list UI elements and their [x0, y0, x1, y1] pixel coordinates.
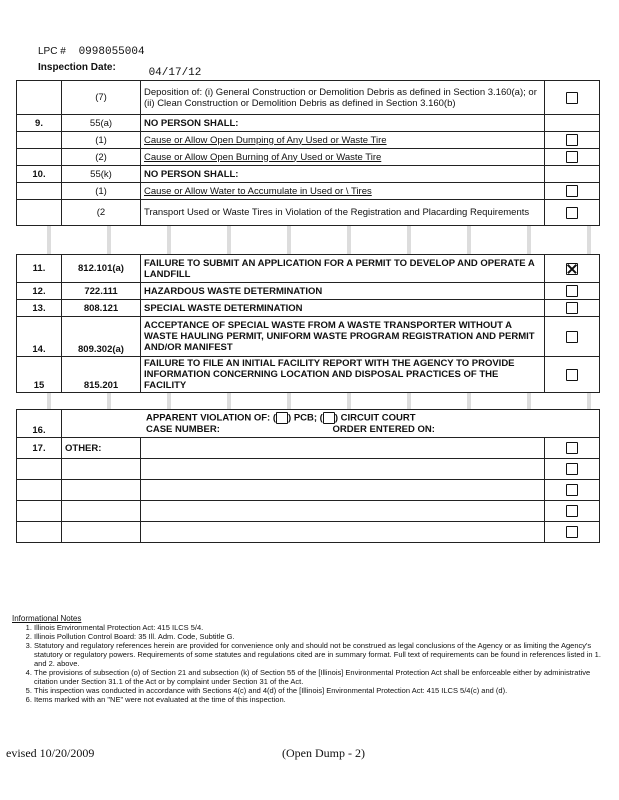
lpc-number: LPC # 0998055004: [38, 46, 145, 58]
checkbox[interactable]: [566, 505, 578, 517]
checkbox[interactable]: [566, 302, 578, 314]
table-row: 12. 722.111 HAZARDOUS WASTE DETERMINATION: [17, 283, 600, 300]
checkbox[interactable]: [566, 526, 578, 538]
circuit-court-checkbox[interactable]: [323, 412, 335, 424]
table-row: 14. 809.302(a) ACCEPTANCE OF SPECIAL WASTE FROM A WASTE TRANSPORTER WITHOUT A WASTE HAULING PERMIT, UNIFORM WASTE PROGRAM REGISTRATION AND PERMIT AND/OR MANIFEST: [17, 317, 600, 357]
order-entered: ORDER ENTERED ON:: [332, 424, 435, 435]
table-row: 9. 55(a) NO PERSON SHALL:: [17, 115, 600, 132]
pcb-checkbox[interactable]: [276, 412, 288, 424]
table-row: 15 815.201 FAILURE TO FILE AN INITIAL FACILITY REPORT WITH THE AGENCY TO PROVIDE INFORMATION CONCERNING LOCATION AND DISPOSAL PRACTICES OF THE FACILITY: [17, 357, 600, 393]
table-row: 13. 808.121 SPECIAL WASTE DETERMINATION: [17, 300, 600, 317]
checkbox[interactable]: [566, 285, 578, 297]
note-item: 2. Illinois Pollution Control Board: 35 Ill. Adm. Code, Subtitle G.: [34, 632, 602, 641]
table-row: [17, 459, 600, 480]
inspection-date-value: 04/17/12: [148, 67, 202, 79]
note-item: 4. The provisions of subsection (o) of Section 21 and subsection (k) of Section 55 of the [Illinois] Environmental Protection Act shall be enforceable either by administrative citation under Section 31.1 of the Act or by complaint under Section 31 of the Act.: [34, 668, 602, 686]
table-row: [17, 480, 600, 501]
table-row: 10. 55(k) NO PERSON SHALL:: [17, 166, 600, 183]
note-item: 3. Statutory and regulatory references herein are provided for convenience only and should not be construed as legal conclusions of the Agency or as limiting the Agency's statutory or regulatory powers. Requirements of some statutes and regulations cited are in summary format. Full text of requirements can be found in references listed in 1. and 2. above.: [34, 641, 602, 668]
note-item: 6. Items marked with an "NE" were not evaluated at the time of this inspection.: [34, 695, 602, 704]
form-name: (Open Dump - 2): [282, 746, 365, 760]
checkbox[interactable]: [566, 463, 578, 475]
scan-artifact: [17, 393, 600, 410]
revised-date: evised 10/20/2009: [6, 746, 95, 760]
table-row: [17, 501, 600, 522]
checkbox[interactable]: [566, 151, 578, 163]
checkbox[interactable]: [566, 207, 578, 219]
table-row: (1) Cause or Allow Water to Accumulate in Used or \ Tires: [17, 183, 600, 200]
table-row: [17, 522, 600, 543]
table-row: 17. OTHER:: [17, 438, 600, 459]
checkbox[interactable]: [566, 484, 578, 496]
checkbox[interactable]: [566, 442, 578, 454]
table-row: (2 Transport Used or Waste Tires in Violation of the Registration and Placarding Requirements: [17, 200, 600, 226]
table-row: 11. 812.101(a) FAILURE TO SUBMIT AN APPLICATION FOR A PERMIT TO DEVELOP AND OPERATE A LANDFILL: [17, 255, 600, 283]
violations-table: [16, 80, 600, 543]
table-row: (2) Cause or Allow Open Burning of Any Used or Waste Tire: [17, 149, 600, 166]
note-item: 1. Illinois Environmental Protection Act: 415 ILCS 5/4.: [34, 623, 602, 632]
checkbox[interactable]: [566, 331, 578, 343]
lpc-value: 0998055004: [78, 46, 145, 58]
case-number: CASE NUMBER: ORDER ENTERED ON:: [146, 424, 435, 435]
checkbox[interactable]: [566, 185, 578, 197]
checked-checkbox[interactable]: [566, 263, 578, 275]
scan-artifact: [17, 226, 600, 255]
inspection-date: Inspection Date: 04/17/12: [38, 62, 202, 79]
apparent-violation: APPARENT VIOLATION OF: ( ) PCB; ( ) CIRCUIT COURT: [146, 412, 416, 424]
notes-list: [12, 623, 602, 704]
table-row: 16. APPARENT VIOLATION OF: ( ) PCB; ( ) CIRCUIT COURT CASE NUMBER: ORDER ENTERED ON:: [17, 410, 600, 438]
table-row: (7) Deposition of: (i) General Construction or Demolition Debris as defined in Section 3.160(a); or (ii) Clean Construction or Demolition Debris as defined in Section 3.160(b): [17, 81, 600, 115]
informational-notes: [12, 614, 602, 704]
checkbox[interactable]: [566, 92, 578, 104]
checkbox[interactable]: [566, 369, 578, 381]
checkbox[interactable]: [566, 134, 578, 146]
table-row: (1) Cause or Allow Open Dumping of Any Used or Waste Tire: [17, 132, 600, 149]
notes-title: Informational Notes: [12, 614, 82, 623]
note-item: 5. This inspection was conducted in accordance with Sections 4(c) and 4(d) of the [Illinois] Environmental Protection Act: 415 ILCS 5/4(c) and (d).: [34, 686, 602, 695]
